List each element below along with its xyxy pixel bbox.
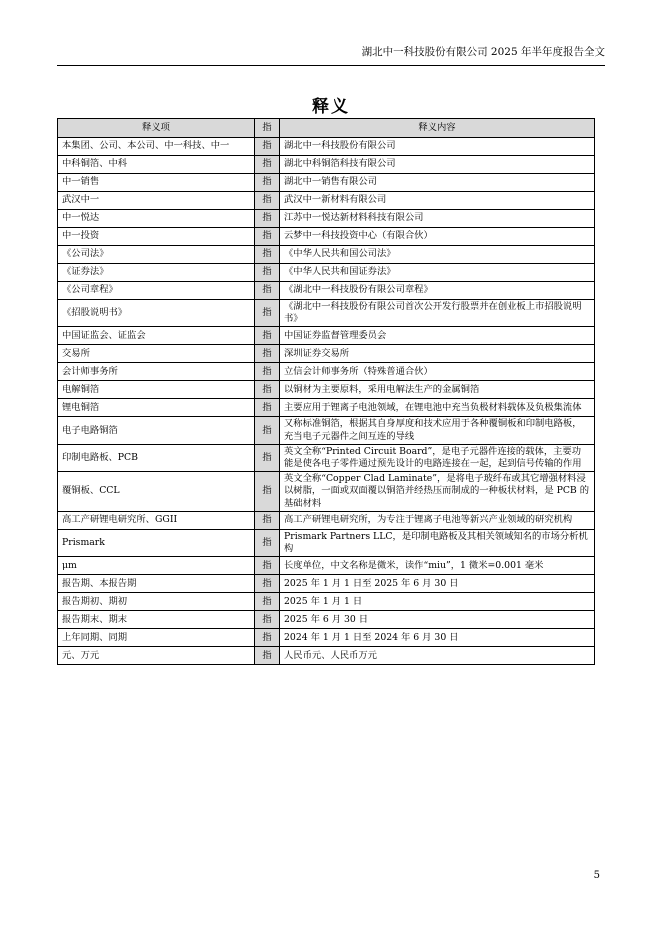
table-row bbox=[58, 472, 595, 512]
row-definition: 武汉中一新材料有限公司 bbox=[280, 192, 595, 210]
row-term: 上年同期、同期 bbox=[58, 629, 255, 647]
row-ref: 指 bbox=[255, 417, 280, 444]
row-term: 电子电路铜箔 bbox=[58, 417, 255, 444]
row-term: 印制电路板、PCB bbox=[58, 444, 255, 471]
row-ref: 指 bbox=[255, 300, 280, 327]
row-definition: 江苏中一悦达新材料科技有限公司 bbox=[280, 210, 595, 228]
table-row bbox=[58, 399, 595, 417]
page-number: 5 bbox=[593, 870, 600, 881]
row-ref: 指 bbox=[255, 264, 280, 282]
row-term: 《招股说明书》 bbox=[58, 300, 255, 327]
table-row bbox=[58, 647, 595, 665]
table-row bbox=[58, 174, 595, 192]
table-row bbox=[58, 138, 595, 156]
row-term: 锂电铜箔 bbox=[58, 399, 255, 417]
table-row bbox=[58, 417, 595, 444]
row-term: 本集团、公司、本公司、中一科技、中一 bbox=[58, 138, 255, 156]
row-definition: 2025 年 1 月 1 日至 2025 年 6 月 30 日 bbox=[280, 575, 595, 593]
row-definition: Prismark Partners LLC，是印制电路板及其相关领域知名的市场分析机构 bbox=[280, 529, 595, 556]
row-term: 元、万元 bbox=[58, 647, 255, 665]
table-row bbox=[58, 156, 595, 174]
row-definition: 主要应用于锂离子电池领域，在锂电池中充当负极材料载体及负极集流体 bbox=[280, 399, 595, 417]
table-row bbox=[58, 327, 595, 345]
row-ref: 指 bbox=[255, 138, 280, 156]
row-ref: 指 bbox=[255, 593, 280, 611]
row-ref: 指 bbox=[255, 282, 280, 300]
row-definition: 《中华人民共和国证券法》 bbox=[280, 264, 595, 282]
row-definition: 2025 年 6 月 30 日 bbox=[280, 611, 595, 629]
row-ref: 指 bbox=[255, 345, 280, 363]
row-term: 报告期末、期末 bbox=[58, 611, 255, 629]
row-term: 报告期初、期初 bbox=[58, 593, 255, 611]
row-ref: 指 bbox=[255, 228, 280, 246]
table-body bbox=[58, 138, 595, 665]
row-ref: 指 bbox=[255, 629, 280, 647]
row-definition: 湖北中一科技股份有限公司 bbox=[280, 138, 595, 156]
definitions-table bbox=[57, 118, 595, 665]
row-ref: 指 bbox=[255, 444, 280, 471]
row-definition: 中国证券监督管理委员会 bbox=[280, 327, 595, 345]
row-ref: 指 bbox=[255, 511, 280, 529]
row-ref: 指 bbox=[255, 557, 280, 575]
row-ref: 指 bbox=[255, 156, 280, 174]
row-definition: 《湖北中一科技股份有限公司章程》 bbox=[280, 282, 595, 300]
row-ref: 指 bbox=[255, 246, 280, 264]
row-definition: 2025 年 1 月 1 日 bbox=[280, 593, 595, 611]
row-definition: 深圳证券交易所 bbox=[280, 345, 595, 363]
row-definition: 《中华人民共和国公司法》 bbox=[280, 246, 595, 264]
row-term: 中一悦达 bbox=[58, 210, 255, 228]
row-ref: 指 bbox=[255, 472, 280, 512]
row-term: Prismark bbox=[58, 529, 255, 556]
row-term: 会计师事务所 bbox=[58, 363, 255, 381]
page-header: 湖北中一科技股份有限公司 2025 年半年度报告全文 bbox=[57, 44, 605, 66]
row-term: 中一投资 bbox=[58, 228, 255, 246]
table-row bbox=[58, 345, 595, 363]
page-title: 释义 bbox=[312, 97, 350, 117]
table-row bbox=[58, 192, 595, 210]
table-row bbox=[58, 264, 595, 282]
row-ref: 指 bbox=[255, 210, 280, 228]
row-definition: 英文全称“Printed Circuit Board”，是电子元器件连接的载体，主要功能是使各电子零件通过预先设计的电路连接在一起，起到信号传输的作用 bbox=[280, 444, 595, 471]
table-row bbox=[58, 363, 595, 381]
table-row bbox=[58, 381, 595, 399]
row-term: 高工产研锂电研究所、GGII bbox=[58, 511, 255, 529]
row-term: 电解铜箔 bbox=[58, 381, 255, 399]
row-term: 覆铜板、CCL bbox=[58, 472, 255, 512]
header-ref: 指 bbox=[255, 119, 280, 138]
row-term: 《证券法》 bbox=[58, 264, 255, 282]
row-definition: 又称标准铜箔，根据其自身厚度和技术应用于各种覆铜板和印制电路板，充当电子元器件之间互连的导线 bbox=[280, 417, 595, 444]
table-row bbox=[58, 529, 595, 556]
row-definition: 湖北中一销售有限公司 bbox=[280, 174, 595, 192]
row-term: 交易所 bbox=[58, 345, 255, 363]
table-row bbox=[58, 300, 595, 327]
row-definition: 立信会计师事务所（特殊普通合伙） bbox=[280, 363, 595, 381]
table-row bbox=[58, 246, 595, 264]
table-row bbox=[58, 228, 595, 246]
table-row bbox=[58, 444, 595, 471]
table-row bbox=[58, 629, 595, 647]
header-term: 释义项 bbox=[58, 119, 255, 138]
row-definition: 湖北中科铜箔科技有限公司 bbox=[280, 156, 595, 174]
table-header-row bbox=[58, 119, 595, 138]
header-definition: 释义内容 bbox=[280, 119, 595, 138]
row-ref: 指 bbox=[255, 192, 280, 210]
row-ref: 指 bbox=[255, 529, 280, 556]
row-term: 《公司章程》 bbox=[58, 282, 255, 300]
table-row bbox=[58, 511, 595, 529]
row-ref: 指 bbox=[255, 327, 280, 345]
row-definition: 《湖北中一科技股份有限公司首次公开发行股票并在创业板上市招股说明书》 bbox=[280, 300, 595, 327]
table-row bbox=[58, 575, 595, 593]
table-row bbox=[58, 593, 595, 611]
row-term: 中科铜箔、中科 bbox=[58, 156, 255, 174]
row-definition: 高工产研锂电研究所，为专注于锂离子电池等新兴产业领域的研究机构 bbox=[280, 511, 595, 529]
row-definition: 人民币元、人民币万元 bbox=[280, 647, 595, 665]
row-definition: 以铜材为主要原料，采用电解法生产的金属铜箔 bbox=[280, 381, 595, 399]
row-ref: 指 bbox=[255, 399, 280, 417]
row-ref: 指 bbox=[255, 381, 280, 399]
table-row bbox=[58, 282, 595, 300]
row-term: 报告期、本报告期 bbox=[58, 575, 255, 593]
row-ref: 指 bbox=[255, 174, 280, 192]
row-term: 武汉中一 bbox=[58, 192, 255, 210]
row-definition: 云梦中一科技投资中心（有限合伙） bbox=[280, 228, 595, 246]
row-ref: 指 bbox=[255, 611, 280, 629]
row-term: 中国证监会、证监会 bbox=[58, 327, 255, 345]
table-row bbox=[58, 611, 595, 629]
row-definition: 英文全称“Copper Clad Laminate”，是将电子玻纤布或其它增强材料浸以树脂，一面或双面覆以铜箔并经热压而制成的一种板状材料，是 PCB 的基础材料 bbox=[280, 472, 595, 512]
row-ref: 指 bbox=[255, 647, 280, 665]
row-definition: 2024 年 1 月 1 日至 2024 年 6 月 30 日 bbox=[280, 629, 595, 647]
table-row bbox=[58, 557, 595, 575]
row-term: μm bbox=[58, 557, 255, 575]
row-ref: 指 bbox=[255, 363, 280, 381]
row-ref: 指 bbox=[255, 575, 280, 593]
row-definition: 长度单位，中文名称是微米，读作“miu”，1 微米=0.001 毫米 bbox=[280, 557, 595, 575]
row-term: 中一销售 bbox=[58, 174, 255, 192]
table-row bbox=[58, 210, 595, 228]
row-term: 《公司法》 bbox=[58, 246, 255, 264]
